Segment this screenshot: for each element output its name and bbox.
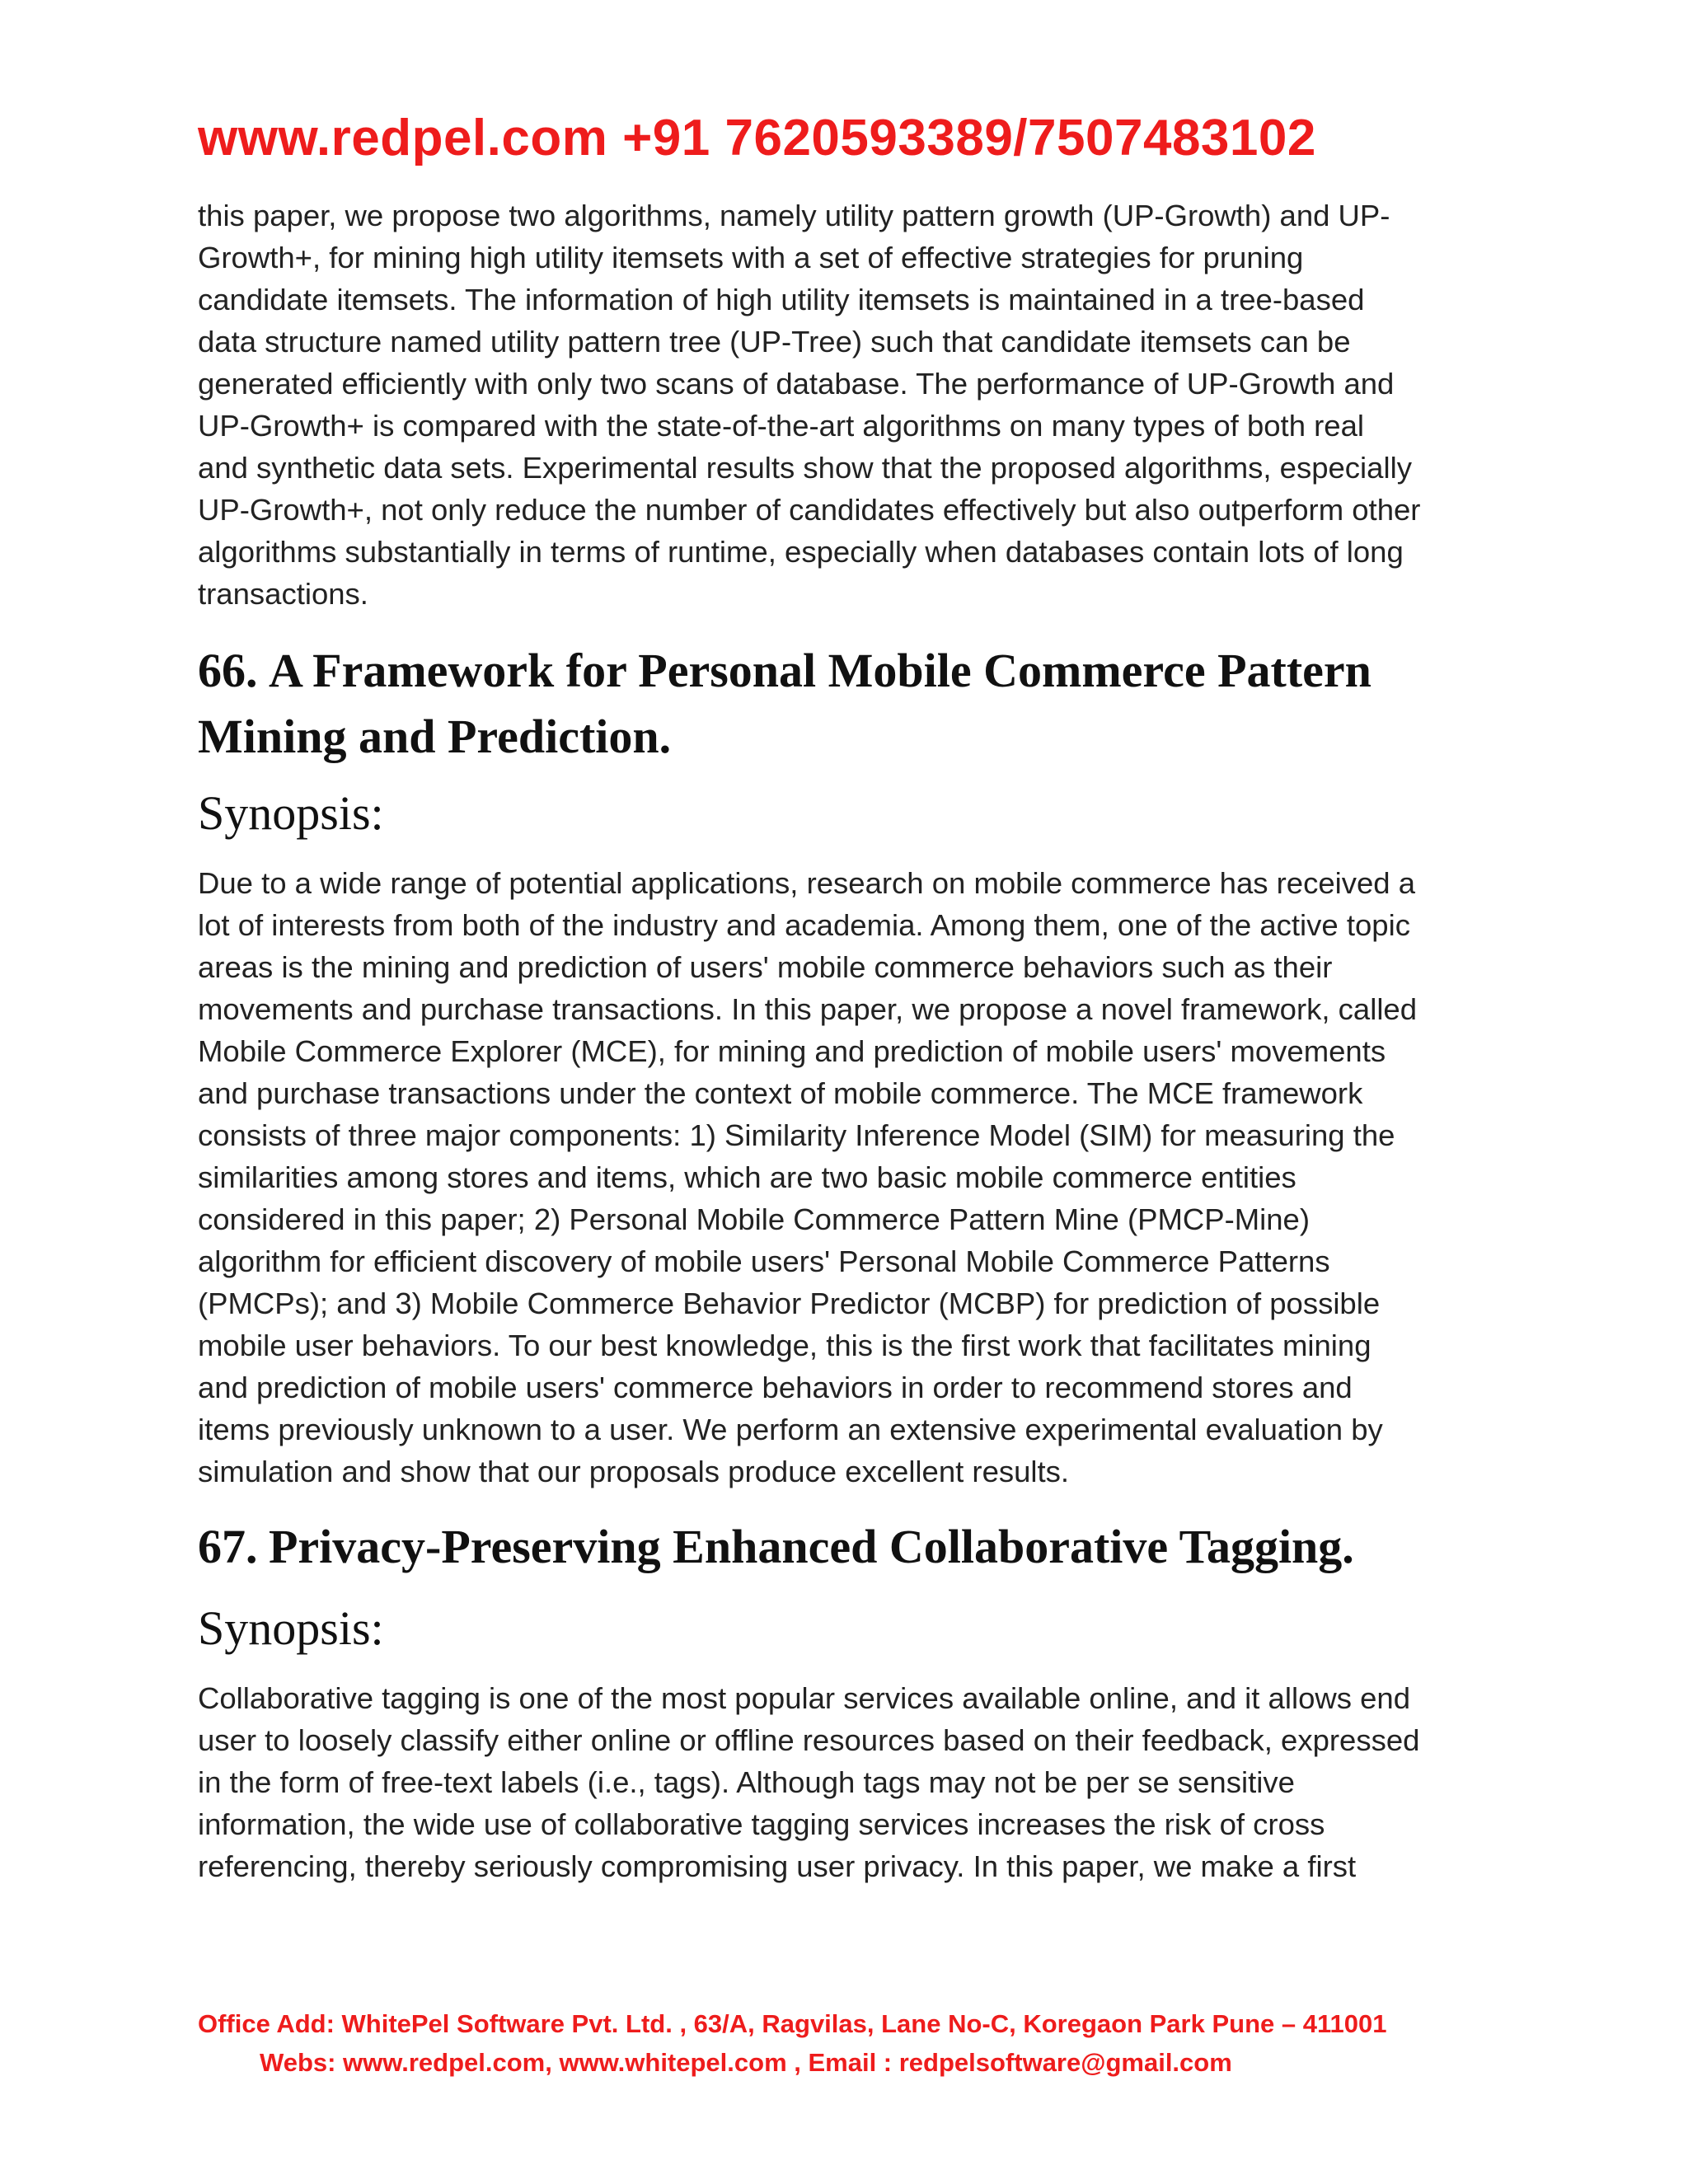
section-title-line: A Framework for Personal Mobile Commerce Pattern	[269, 644, 1372, 697]
section-title-line: Mining and Prediction.	[198, 710, 672, 763]
paragraph-line: algorithm for efficient discovery of mobile users' Personal Mobile Commerce Patterns	[198, 1244, 1330, 1278]
paragraph-line: and synthetic data sets. Experimental results show that the proposed algorithms, especially	[198, 451, 1412, 485]
paragraph-line: UP-Growth+, not only reduce the number of candidates effectively but also outperform other	[198, 493, 1421, 527]
section-heading-66	[198, 638, 1500, 770]
footer	[198, 2004, 1500, 2082]
paragraph-line: data structure named utility pattern tree (UP-Tree) such that candidate itemsets can be	[198, 325, 1351, 359]
section-body-66	[198, 862, 1500, 1493]
section-body-67	[198, 1677, 1500, 1887]
paragraph-line: movements and purchase transactions. In this paper, we propose a novel framework, called	[198, 992, 1418, 1026]
paragraph-line: candidate itemsets. The information of high utility itemsets is maintained in a tree-based	[198, 283, 1365, 316]
paragraph-line: this paper, we propose two algorithms, namely utility pattern growth (UP-Growth) and UP-	[198, 199, 1390, 232]
section-number: 66.	[198, 644, 258, 697]
paragraph-line: UP-Growth+ is compared with the state-of-the-art algorithms on many types of both real	[198, 409, 1364, 443]
footer-webs[interactable]: Webs: www.redpel.com, www.whitepel.com , Email : redpelsoftware@gmail.com	[260, 2048, 1232, 2077]
synopsis-label: Synopsis:	[198, 1601, 384, 1655]
paragraph-line: (PMCPs); and 3) Mobile Commerce Behavior Predictor (MCBP) for prediction of possible	[198, 1286, 1381, 1320]
paragraph-line: consists of three major components: 1) Similarity Inference Model (SIM) for measuring the	[198, 1118, 1395, 1152]
paragraph-line: areas is the mining and prediction of users' mobile commerce behaviors such as their	[198, 950, 1333, 984]
paragraph-line: items previously unknown to a user. We perform an extensive experimental evaluation by	[198, 1413, 1383, 1446]
paragraph-line: Due to a wide range of potential applications, research on mobile commerce has received a	[198, 866, 1416, 900]
paragraph-line: transactions.	[198, 577, 368, 611]
section-title-line: Privacy-Preserving Enhanced Collaborative Tagging.	[269, 1520, 1354, 1573]
synopsis-label: Synopsis:	[198, 786, 384, 840]
paragraph-line: generated efficiently with only two scans of database. The performance of UP-Growth and	[198, 367, 1395, 401]
paragraph-line: algorithms substantially in terms of runtime, especially when databases contain lots of long	[198, 535, 1404, 569]
paragraph-line: information, the wide use of collaborative tagging services increases the risk of cross	[198, 1807, 1325, 1841]
paragraph-line: mobile user behaviors. To our best knowledge, this is the first work that facilitates mining	[198, 1329, 1372, 1362]
footer-address: Office Add: WhitePel Software Pvt. Ltd. , 63/A, Ragvilas, Lane No-C, Koregaon Park Pune – 411001	[198, 2009, 1387, 2038]
section-number: 67.	[198, 1520, 258, 1573]
paragraph-line: Mobile Commerce Explorer (MCE), for mining and prediction of mobile users' movements	[198, 1034, 1386, 1068]
paragraph-line: user to loosely classify either online or offline resources based on their feedback, expressed	[198, 1723, 1420, 1757]
paragraph-line: similarities among stores and items, which are two basic mobile commerce entities	[198, 1160, 1296, 1194]
paragraph-line: referencing, thereby seriously compromising user privacy. In this paper, we make a first	[198, 1849, 1357, 1883]
section-heading-67	[198, 1514, 1500, 1580]
intro-paragraph	[198, 194, 1500, 615]
paragraph-line: simulation and show that our proposals produce excellent results.	[198, 1455, 1070, 1488]
paragraph-line: in the form of free-text labels (i.e., tags). Although tags may not be per se sensitive	[198, 1765, 1295, 1799]
paragraph-line: considered in this paper; 2) Personal Mobile Commerce Pattern Mine (PMCP-Mine)	[198, 1202, 1311, 1236]
paragraph-line: and purchase transactions under the context of mobile commerce. The MCE framework	[198, 1076, 1363, 1110]
paragraph-line: Growth+, for mining high utility itemsets with a set of effective strategies for pruning	[198, 241, 1304, 274]
page-content	[198, 194, 1500, 1887]
header-contact[interactable]: www.redpel.com +91 7620593389/7507483102	[198, 110, 1316, 166]
paragraph-line: lot of interests from both of the industry and academia. Among them, one of the active topic	[198, 908, 1410, 942]
paragraph-line: and prediction of mobile users' commerce behaviors in order to recommend stores and	[198, 1371, 1353, 1404]
paragraph-line: Collaborative tagging is one of the most popular services available online, and it allows end	[198, 1681, 1411, 1715]
